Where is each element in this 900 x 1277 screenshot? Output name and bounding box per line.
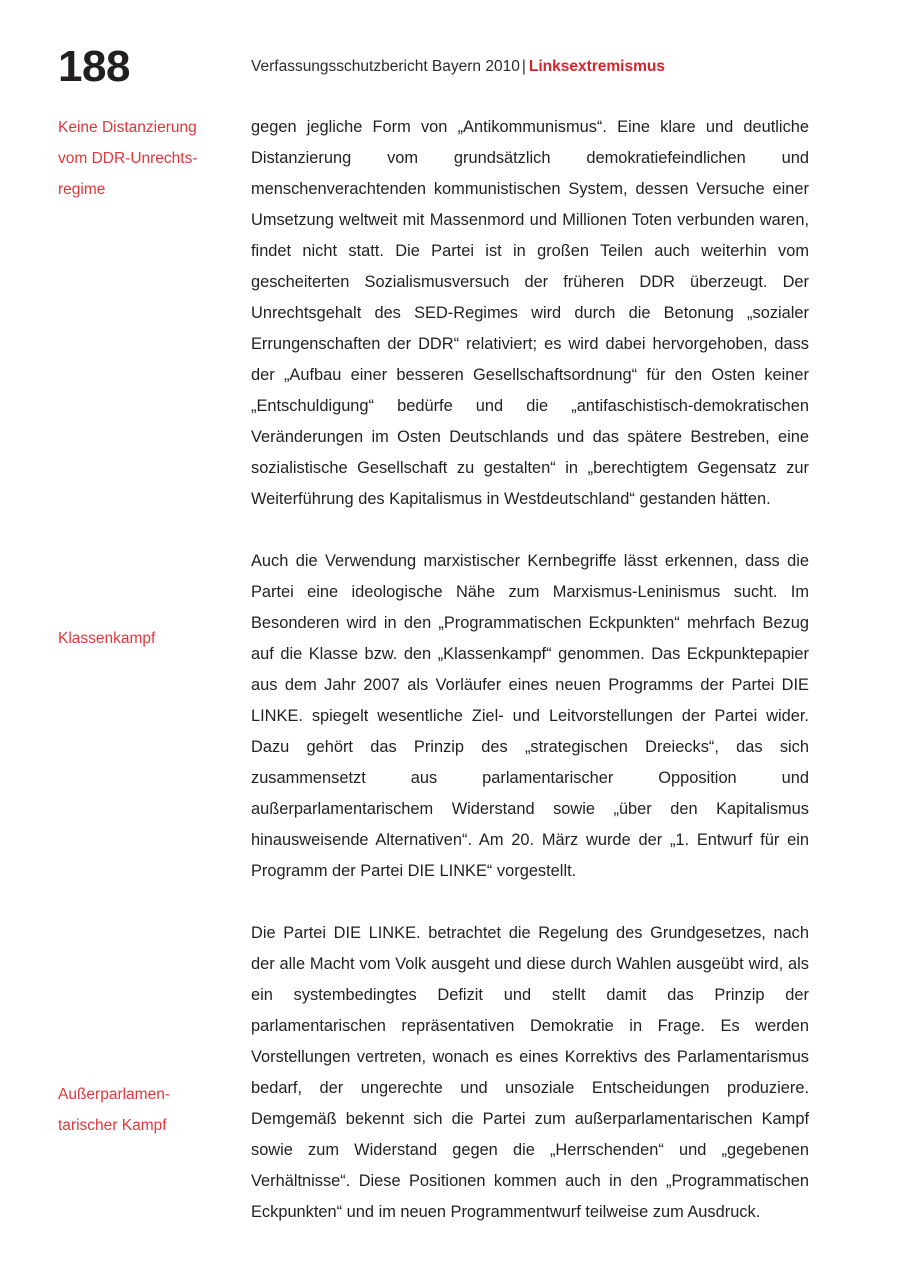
margin-note-line: regime <box>58 181 106 198</box>
running-head-separator: | <box>521 58 526 75</box>
margin-note-line: tarischer Kampf <box>58 1117 167 1134</box>
margin-note-line: Klassenkampf <box>58 630 156 647</box>
margin-note-ddr-regime <box>58 112 238 205</box>
running-head-section: Linksextremismus <box>528 58 665 75</box>
page-header <box>0 42 900 102</box>
body-paragraph-2: Auch die Verwendung marxistischer Kernbegriffe lässt erkennen, dass die Partei eine ideologische Nähe zum Marxismus-Leninismus sucht. Im Besonderen wird in den „Programmatischen Eckpunkten“ mehrfach Bezug auf die Klasse bzw. den „Klassenkampf“ genommen. Das Eckpunktepapier aus dem Jahr 2007 als Vorläufer eines neuen Programms der Partei DIE LINKE. spiegelt wesentliche Ziel- und Leitvorstellungen der Partei wider. Dazu gehört das Prinzip des „strategischen Dreiecks“, das sich zusammensetzt aus parlamentarischer Opposition und außerparlamentarischem Widerstand sowie „über den Kapitalismus hinausweisende Alternativen“. Am 20. März wurde der „1. Entwurf für ein Programm der Partei DIE LINKE“ vorgestellt. <box>251 552 809 880</box>
body-text-column <box>251 112 809 1228</box>
margin-note-klassenkampf <box>58 623 238 654</box>
body-paragraph-3: Die Partei DIE LINKE. betrachtet die Regelung des Grundgesetzes, nach der alle Macht vom Volk ausgeht und diese durch Wahlen ausgeübt wird, als ein systembedingtes Defizit und stellt damit das Prinzip der parlamentarischen repräsentativen Demokratie in Frage. Es werden Vorstellungen vertreten, wonach es eines Korrektivs des Parlamentarismus bedarf, der ungerechte und unsoziale Entscheidungen produziere. Demgemäß bekennt sich die Partei zum außerparlamentarischen Kampf sowie zum Widerstand gegen die „Herrschenden“ und „gegebenen Verhältnisse“. Diese Positionen kommen auch in den „Programmatischen Eckpunkten“ und im neuen Programmentwurf teilweise zum Ausdruck. <box>251 924 809 1221</box>
margin-note-ausserparlamentarischer-kampf <box>58 1079 238 1141</box>
page-number: 188 <box>58 42 130 91</box>
margin-note-line: Keine Distanzierung <box>58 119 197 136</box>
running-head <box>251 56 665 78</box>
body-paragraph-1: gegen jegliche Form von „Antikommunismus“. Eine klare und deutliche Distanzierung vom grundsätzlich demokratiefeindlichen und menschenverachtenden kommunistischen System, dessen Versuche einer Umsetzung weltweit mit Massenmord und Millionen Toten verbunden waren, findet nicht statt. Die Partei ist in großen Teilen auch weiterhin vom gescheiterten Sozialismusversuch der früheren DDR überzeugt. Der Unrechtsgehalt des SED-Regimes wird durch die Betonung „sozialer Errungenschaften der DDR“ relativiert; es wird dabei hervorgehoben, dass der „Aufbau einer besseren Gesellschaftsordnung“ für den Osten keiner „Entschuldigung“ bedürfe und die „antifaschistisch-demokratischen Veränderungen im Osten Deutschlands und das spätere Bestreben, eine sozialistische Gesellschaft zu gestalten“ in „berechtigtem Gegensatz zur Weiterführung des Kapitalismus in Westdeutschland“ gestanden hätten. <box>251 118 809 508</box>
running-head-title: Verfassungsschutzbericht Bayern 2010 <box>251 58 520 75</box>
margin-note-line: vom DDR-Unrechts- <box>58 150 198 167</box>
margin-note-line: Außerparlamen- <box>58 1086 170 1103</box>
